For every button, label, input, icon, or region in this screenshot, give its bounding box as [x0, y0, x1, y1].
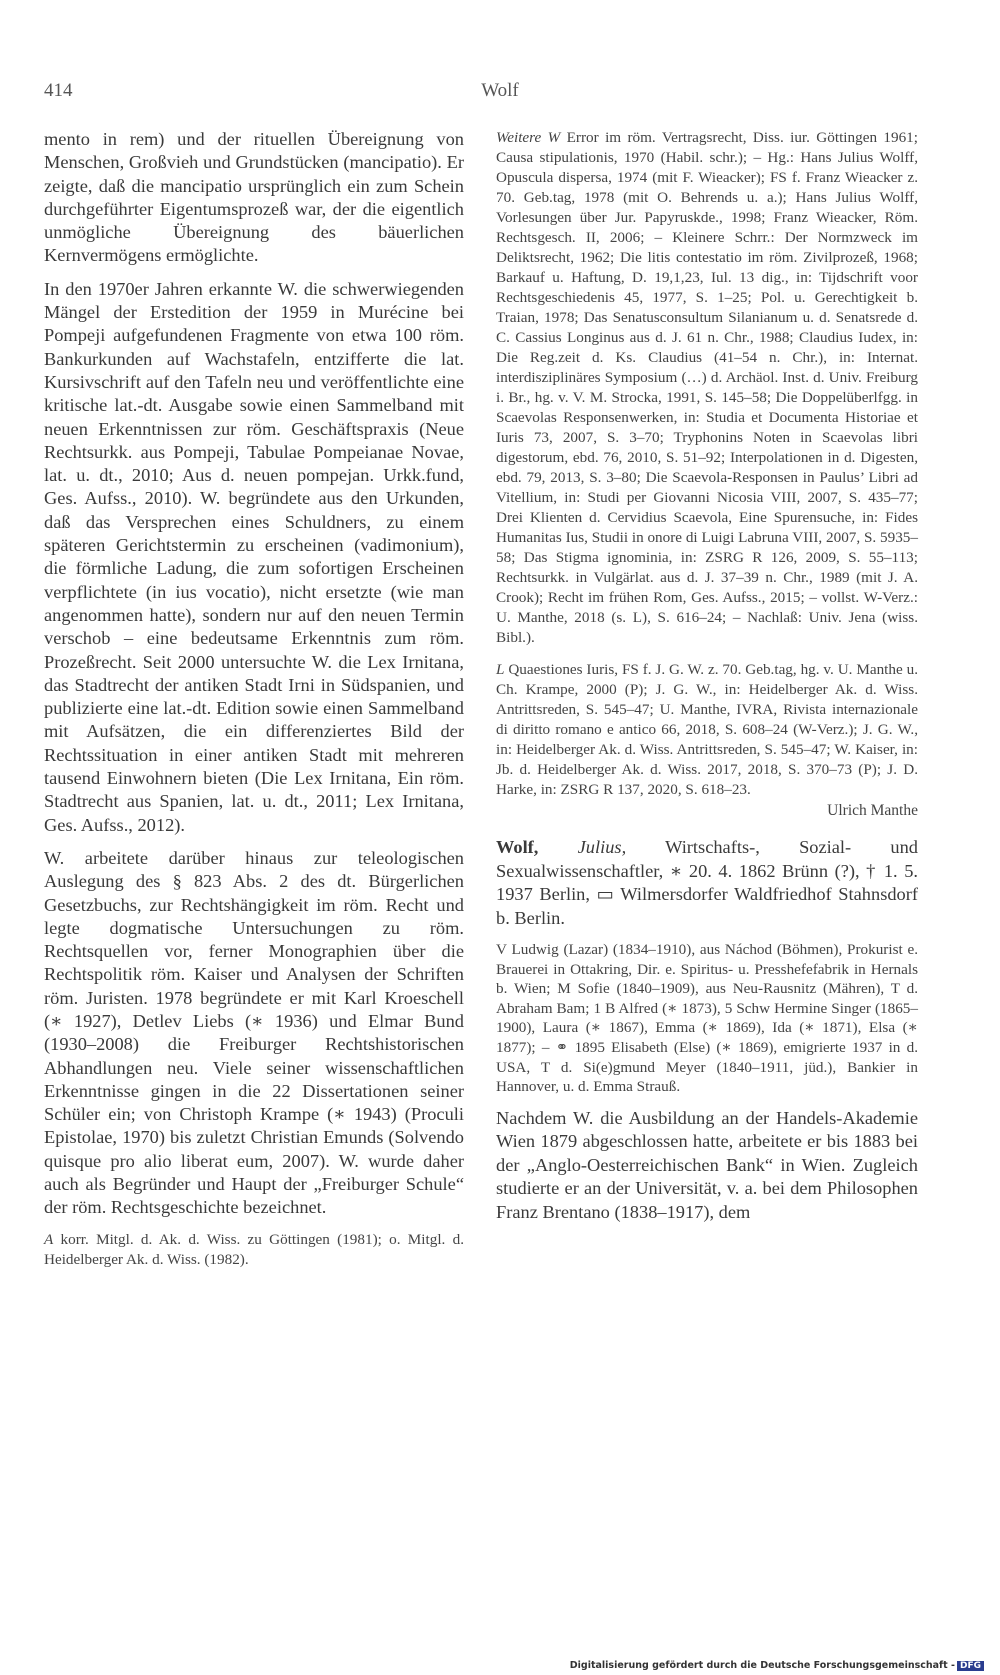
works-text: Error im röm. Vertragsrecht, Diss. iur. Göttingen 1961; Causa stipulationis, 1970 (Habil. schr.); – Hg.: Hans Julius Wolff, Opuscula dispersa, 1974 (mit F. Wieacker); FS f. Franz Wieacker z. 70. Geb.tag, 1978 (mit O. Behrends u. a.); Hans Julius Wolff, Vorlesungen über Jur. Papyruskde., 1998; Franz Wieacker, Röm. Rechtsgesch. II, 2006; – Kleinere Schrr.: Der Normzweck im Deliktsrecht, 1962; Die litis contestatio im röm. Zivilprozeß, 1968; Barkauf u. Haftung, D. 19,1,23, Iul. 13 dig., in: Tijdschrift voor Rechtsgeschiedenis 45, 1977, S. 1–25; Pol. u. Gerechtigkeit b. Traian, 1978; Das Senatusconsultum Silanianum u. d. Senatsrede d. C. Cassius Longinus aus d. J. 61 n. Chr., 1988; Claudius Iudex, in: Die Reg.zeit d. Ks. Claudius (41–54 n. Chr.), in: Internat. interdisziplinäres Symposium (…) d. Archäol. Inst. d. Univ. Freiburg i. Br., hg. v. V. M. Strocka, 1991, S. 145–58; Die Doppelüberlfgg. in Scaevolas Responsenwerken, in: Studia et Documenta Historiae et Iuris 73, 2007, S. 3–70; Tryphonins Noten in Scaevolas libri digestorum, ebd. 76, 2010, S. 51–92; Interpolationen in d. Digesten, ebd. 79, 2013, S. 3–80; Die Scaevola-Responsen in Paulus’ Libri ad Vitellium, in: Studi per Giovanni Nicosia VIII, 2007, S. 435–77; Drei Klienten d. Cervidius Scaevola, Eine Spurensuche, in: Fides Humanitas Ius, Studii in onore di Luigi Labruna VIII, 2007, S. 5935–58; Das Stigma ignominia, in: ZSRG R 126, 2009, S. 55–113; Rechtsurkk. in Vulgärlat. aus d. J. 37–39 n. Chr., 1989 (mit J. A. Crook); Recht im frühen Rom, Ges. Aufss., 2015; – vollst. W-Verz.: U. Manthe, 2018 (s. L), S. 616–24; – Nachlaß: Univ. Jena (wiss. Bibl.). — [496, 129, 918, 646]
right-column — [496, 128, 918, 1224]
literature-text: Quaestiones Iuris, FS f. J. G. W. z. 70. Geb.tag, hg. v. U. Manthe u. Ch. Krampe, 2000 (P); J. G. W., in: Heidelberger Ak. d. Wiss. Antrittsreden, S. 545–47; U. Manthe, IVRA, Rivista internazionale di diritto romano e antico 66, 2018, S. 608–24 (W-Verz.); J. G. W., in: Heidelberger Ak. d. Wiss. Antrittsreden, S. 545–47; W. Kaiser, in: Jb. d. Heidelberger Ak. d. Wiss. 2017, 2018, S. 370–73 (P); J. D. Harke, in: ZSRG R 137, 2020, S. 618–23. — [496, 661, 918, 798]
paragraph-pompeji: In den 1970er Jahren erkannte W. die schwerwiegenden Mängel der Erstedition der 1959 in Murécine bei Pompeji aufgefundenen Fragmente von etwa 100 röm. Bankurkunden auf Wachstafeln, entzifferte die lat. Kursivschrift auf den Tafeln neu und veröffentlichte eine kritische lat.-dt. Ausgabe sowie einen Sammelband mit neuen Erkenntnissen zur röm. Geschäftspraxis (Neue Rechtsurkk. aus Pompeji, Tabulae Pompeianae Novae, lat. u. dt., 2010; Aus d. neuen pompejan. Urkk.fund, Ges. Aufss., 2010). W. begründete aus den Urkunden, daß das Versprechen eines Schuldners, zu einem späteren Gerichtstermin zu erscheinen (vadimonium), die förmliche Ladung, die zum sofortigen Erscheinen verpflichtete (in ius vocatio), nicht ersetzte (wie man angenommen hatte), sondern nur auf den neuen Termin verschob – eine bedeutsame Erkenntnis zum röm. Prozeßrecht. Seit 2000 untersuchte W. die Lex Irnitana, das Stadtrecht der antiken Stadt Irni in Südspanien, und publizierte eine lat.-dt. Edition sowie einen Sammelband mit Aufsätzen, die ein differenziertes Bild der Rechtssituation in einer antiken Stadt mit mehreren tausend Einwohnern bieten (Die Lex Irnitana, Ein röm. Stadtrecht aus Spanien, lat. u. dt., 2011; Lex Irnitana, Ges. Aufss., 2012). — [44, 278, 464, 835]
entry-description: Wirtschafts-, Sozial- und Sexualwissenschaftler, ∗ 20. 4. 1862 Brünn (?), † 1. 5. 1937 Berlin, ▭ Wilmersdorfer Waldfriedhof Stahnsdorf b. Berlin. — [496, 837, 918, 928]
entry-surname: Wolf, — [496, 837, 539, 857]
works-section — [496, 128, 918, 648]
dfg-logo: DFG — [957, 1661, 984, 1671]
paragraph-mancipatio: mento in rem) und der rituellen Übereignung von Menschen, Großvieh und Grundstücken (mancipatio). Er zeigte, daß die mancipatio ursprünglich ein zum Schein durchgeführter Eigentumsprozeß war, der die eigentlich unmögliche Übereignung des bäuerlichen Kernvermögens ermöglichte. — [44, 129, 464, 266]
genealogy-section: V Ludwig (Lazar) (1834–1910), aus Náchod (Böhmen), Prokurist e. Brauerei in Ottakring, Dir. e. Spiritus- u. Presshefefabrik in Hernals b. Wien; M Sofie (1840–1909), aus Neu-Rausnitz (Mähren), T d. Abraham Bam; 1 B Alfred (∗ 1873), 5 Schw Hermine Singer (1865–1900), Laura (∗ 1867), Emma (∗ 1869), Ida (∗ 1871), Elsa (∗ 1877); – ⚭ 1895 Elisabeth (Else) (∗ 1869), emigrierte 1937 in d. USA, T d. Si(e)gmund Meyer (1840–1911, jüd.), Bankier in Hannover, u. d. Emma Strauß. — [496, 941, 918, 1096]
awards-text: korr. Mitgl. d. Ak. d. Wiss. zu Göttingen (1981); o. Mitgl. d. Heidelberger Ak. d. Wiss. (1982). — [44, 1230, 464, 1268]
awards-label: A — [44, 1230, 54, 1248]
literature-section — [496, 660, 918, 800]
paragraph-freiburg-school: W. arbeitete darüber hinaus zur teleologischen Auslegung des § 823 Abs. 2 des dt. Bürgerlichen Gesetzbuchs, zur Rechtshängigkeit im röm. Recht und legte dogmatische Untersuchungen zu röm. Rechtsquellen vor, ferner Monographien über die Rechtspolitik röm. Kaiser und Analysen der Schriften röm. Juristen. 1978 begründete er mit Karl Kroeschell (∗ 1927), Detlev Liebs (∗ 1936) und Elmar Bund (1930–2008) die Freiburger Rechtshistorischen Abhandlungen neu. Viele seiner wissenschaftlichen Erkenntnisse gingen in die 22 Dissertationen seiner Schüler ein; von Christoph Krampe (∗ 1943) (Proculi Epistolae, 1970) bis zuletzt Christian Emunds (Solvendo quisque pro alio liberat eum, 2007). W. wurde daher auch als Begründer und Haupt der „Freiburger Schule“ der röm. Rechtsgeschichte bezeichnet. — [44, 847, 464, 1218]
digitization-credit — [570, 1660, 984, 1671]
page-number: 414 — [44, 80, 73, 101]
entry-heading — [496, 836, 918, 930]
awards-section — [44, 1230, 464, 1270]
author-signature: Ulrich Manthe — [827, 802, 918, 819]
credit-text: Digitalisierung gefördert durch die Deutsche Forschungsgemeinschaft - — [569, 1660, 955, 1671]
literature-label: L — [496, 661, 505, 678]
entry-given-name: Julius, — [577, 837, 627, 857]
works-label: Weitere W — [496, 129, 561, 146]
running-head: Wolf — [481, 80, 519, 101]
entry-body-paragraph: Nachdem W. die Ausbildung an der Handels-Akademie Wien 1879 abgeschlossen hatte, arbeitete er bis 1883 bei der „Anglo-Oesterreichischen Bank“ in Wien. Zugleich studierte er an der Universität, v. a. bei dem Philosophen Franz Brentano (1838–1917), dem — [496, 1107, 918, 1222]
left-column — [44, 128, 464, 1270]
